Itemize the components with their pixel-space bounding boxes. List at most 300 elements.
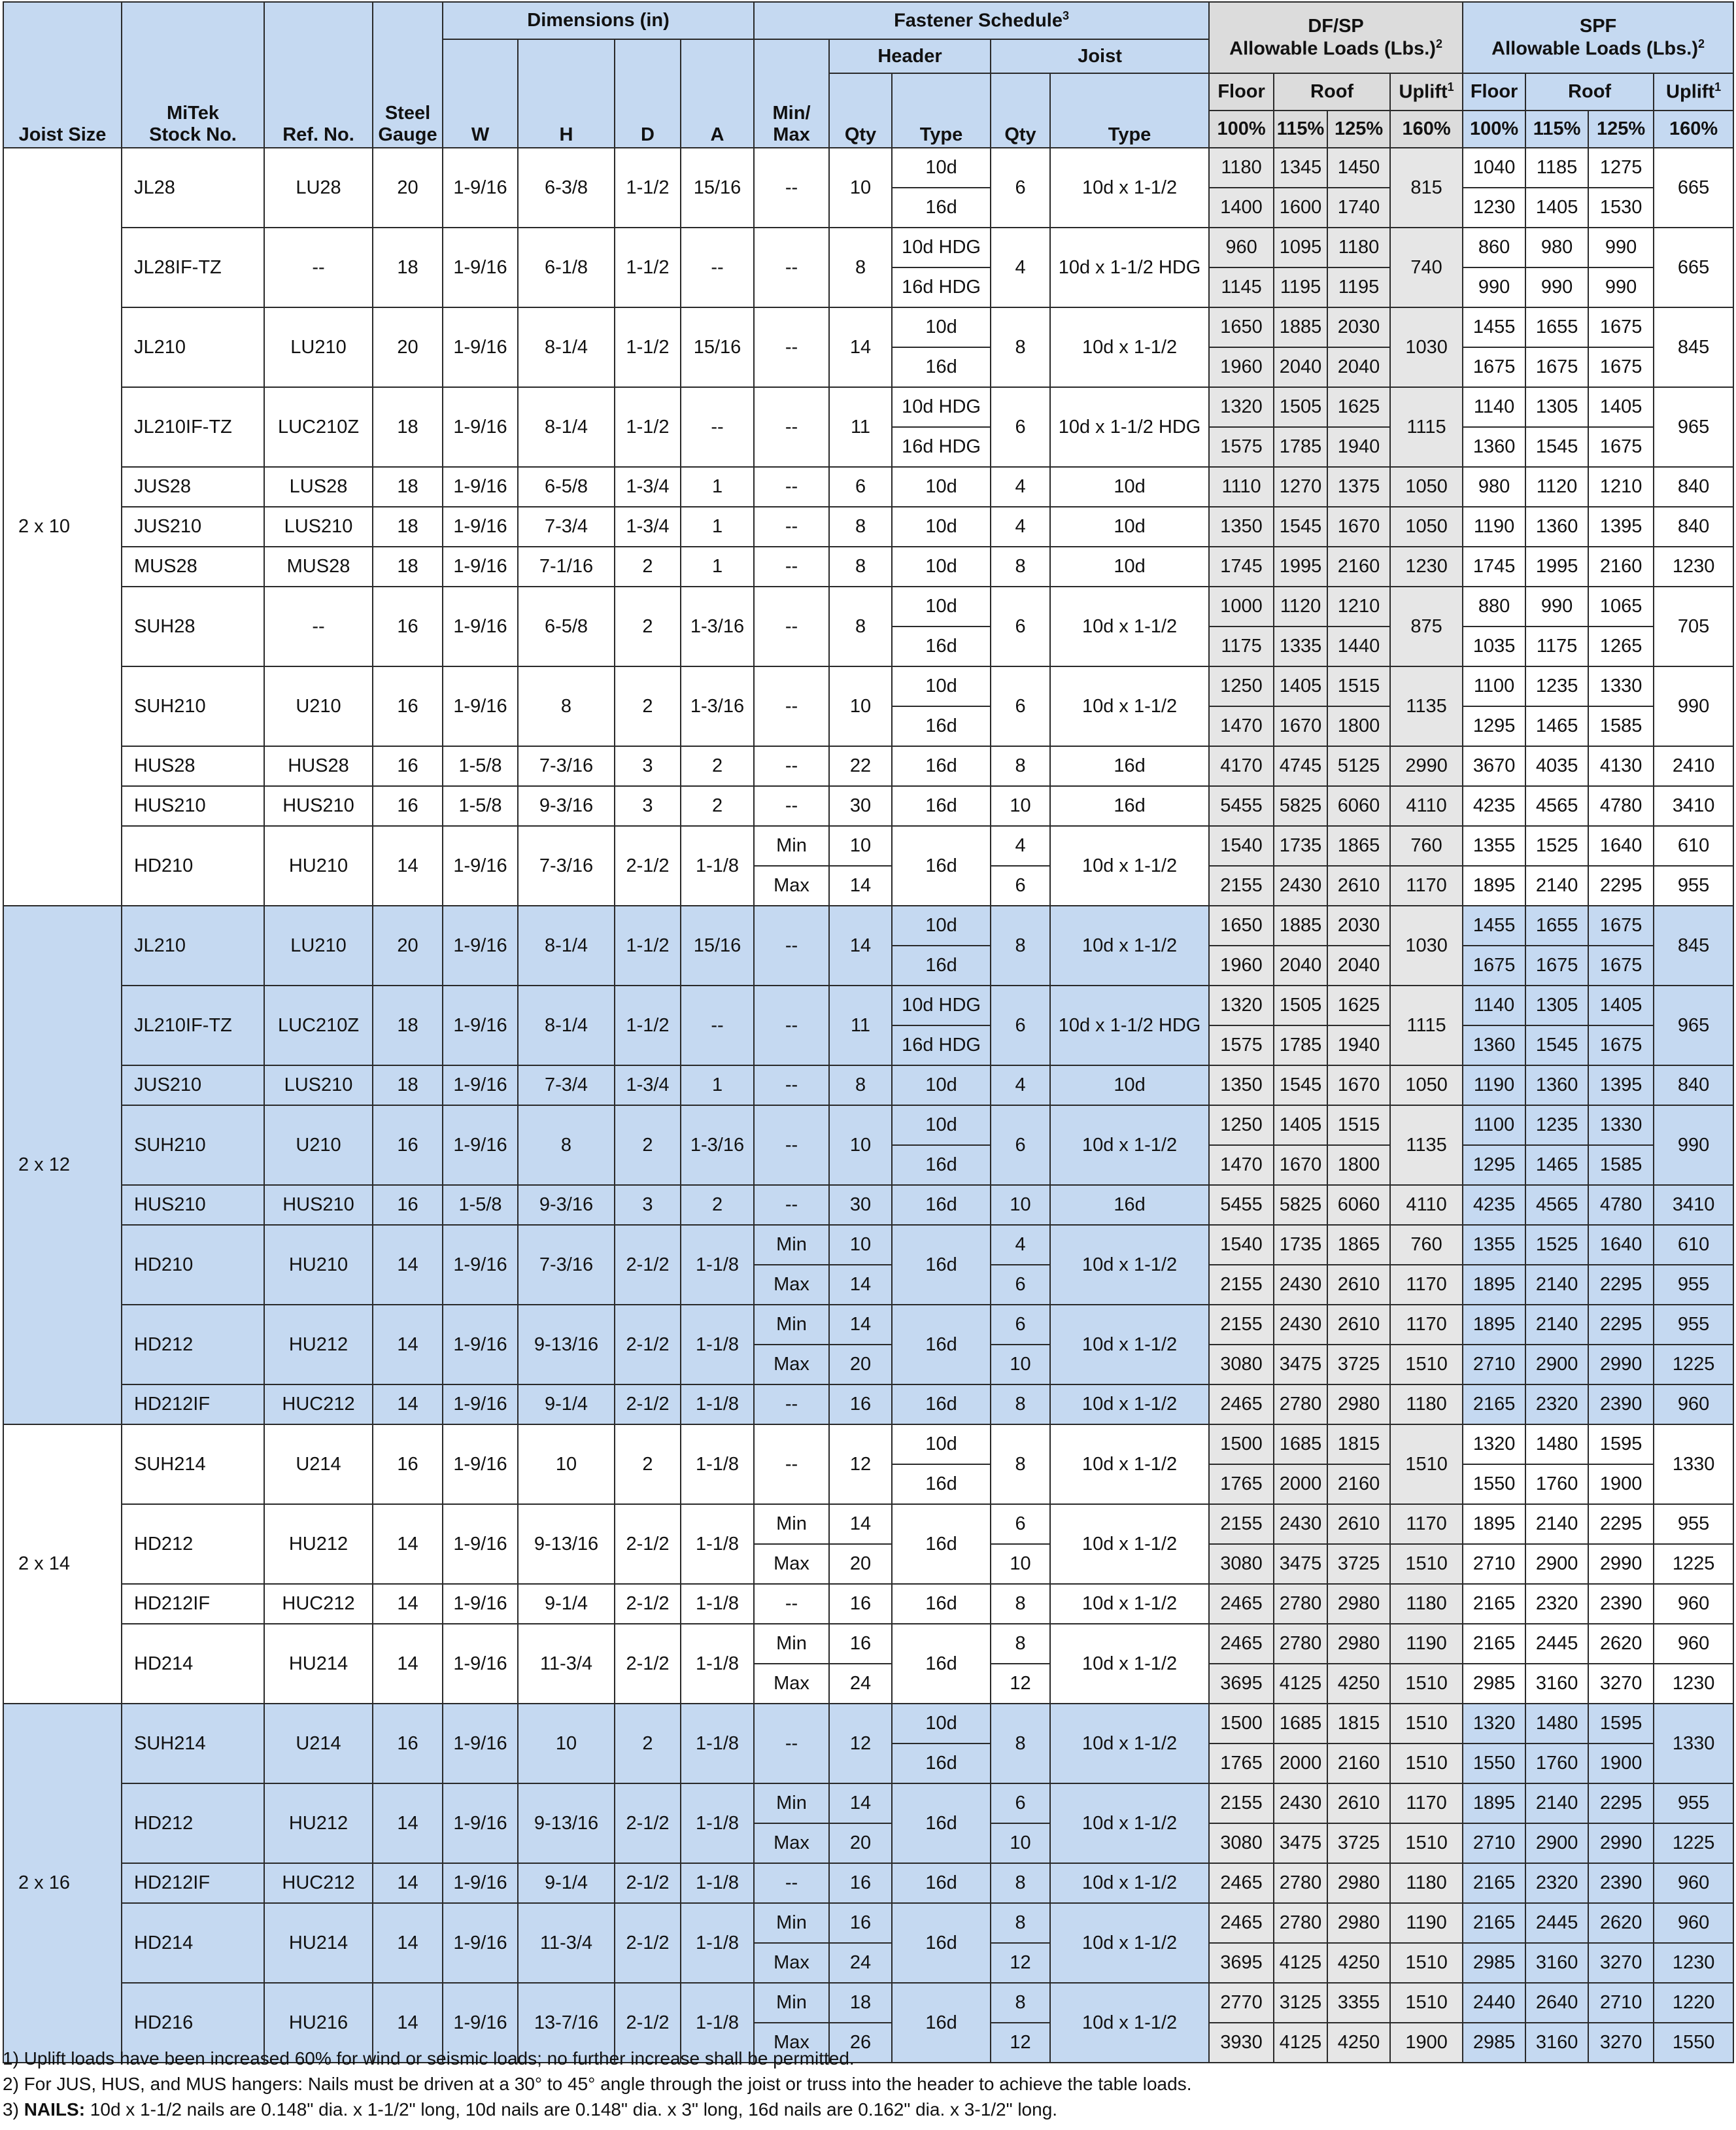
cell-df_r115: 2780: [1274, 1903, 1327, 1943]
cell-df_r115: 1120: [1274, 587, 1327, 627]
cell-w: 1-5/8: [443, 786, 518, 826]
cell-spf_r125: 1900: [1588, 1744, 1654, 1783]
cell-df_r115: 1505: [1274, 387, 1327, 427]
cell-a: 1-1/8: [681, 1584, 754, 1624]
cell-jqty: 12: [991, 1943, 1050, 1983]
cell-a: 1-1/8: [681, 826, 754, 906]
cell-spf_floor: 2165: [1463, 1584, 1525, 1624]
cell-df_r115: 4125: [1274, 1943, 1327, 1983]
cell-df_r125: 1195: [1327, 267, 1390, 307]
cell-d: 1-1/2: [615, 148, 681, 228]
cell-spf_floor: 1190: [1463, 507, 1525, 547]
cell-jqty: 4: [991, 1225, 1050, 1265]
cell-minmax: --: [754, 148, 829, 228]
cell-stock: JL28IF-TZ: [122, 228, 264, 307]
joist-size-cell: 2 x 14: [3, 1424, 122, 1704]
cell-a: 1: [681, 467, 754, 507]
cell-df_r115: 1995: [1274, 547, 1327, 587]
cell-df_r125: 1515: [1327, 1105, 1390, 1145]
table-row: [3, 1983, 1733, 2023]
cell-h: 7-3/16: [518, 746, 615, 786]
cell-spf_floor: 1360: [1463, 427, 1525, 467]
cell-h: 9-1/4: [518, 1384, 615, 1424]
cell-a: 1: [681, 1065, 754, 1105]
cell-hqty: 16: [829, 1584, 892, 1624]
cell-df_floor: 1540: [1209, 826, 1274, 866]
cell-spf_floor: 2165: [1463, 1624, 1525, 1664]
cell-df_up: 1180: [1390, 1384, 1463, 1424]
cell-stock: SUH210: [122, 1105, 264, 1185]
cell-w: 1-9/16: [443, 906, 518, 986]
cell-ref: HU212: [264, 1504, 373, 1584]
cell-spf_floor: 1320: [1463, 1704, 1525, 1744]
cell-df_up: 2990: [1390, 746, 1463, 786]
cell-jtype: 10d: [1050, 547, 1209, 587]
cell-a: 1: [681, 507, 754, 547]
cell-df_r125: 2980: [1327, 1624, 1390, 1664]
cell-df_r115: 2000: [1274, 1744, 1327, 1783]
col-dim-h: H: [518, 39, 615, 148]
cell-spf_up: 955: [1654, 1265, 1733, 1305]
cell-spf_r115: 2320: [1525, 1584, 1588, 1624]
cell-spf_up: 955: [1654, 1305, 1733, 1345]
cell-htype: 16d HDG: [892, 427, 991, 467]
cell-spf_up: 610: [1654, 1225, 1733, 1265]
cell-spf_r115: 1545: [1525, 427, 1588, 467]
cell-df_floor: 2155: [1209, 1305, 1274, 1345]
cell-hqty: 18: [829, 1983, 892, 2023]
cell-hqty: 30: [829, 1185, 892, 1225]
cell-d: 3: [615, 786, 681, 826]
cell-spf_floor: 1355: [1463, 1225, 1525, 1265]
cell-hqty: 16: [829, 1624, 892, 1664]
cell-hqty: 16: [829, 1903, 892, 1943]
cell-df_up: 1170: [1390, 866, 1463, 906]
cell-jqty: 4: [991, 826, 1050, 866]
cell-w: 1-9/16: [443, 1504, 518, 1584]
cell-spf_up: 990: [1654, 1105, 1733, 1185]
cell-spf_floor: 1140: [1463, 986, 1525, 1025]
cell-df_floor: 1350: [1209, 1065, 1274, 1105]
cell-spf_up: 960: [1654, 1584, 1733, 1624]
cell-ref: --: [264, 587, 373, 666]
cell-ref: --: [264, 228, 373, 307]
cell-a: 15/16: [681, 906, 754, 986]
cell-df_floor: 2465: [1209, 1903, 1274, 1943]
cell-stock: JL210: [122, 906, 264, 986]
cell-ref: LUC210Z: [264, 387, 373, 467]
cell-df_r115: 2780: [1274, 1624, 1327, 1664]
cell-stock: SUH28: [122, 587, 264, 666]
cell-df_r115: 1735: [1274, 1225, 1327, 1265]
cell-a: 1-1/8: [681, 1863, 754, 1903]
cell-minmax: Min: [754, 1305, 829, 1345]
cell-d: 2-1/2: [615, 1225, 681, 1305]
cell-spf_r115: 3160: [1525, 2023, 1588, 2063]
cell-df_r125: 3355: [1327, 1983, 1390, 2023]
cell-spf_floor: 4235: [1463, 1185, 1525, 1225]
cell-a: 1-1/8: [681, 1903, 754, 1983]
table-row: [3, 148, 1733, 188]
cell-spf_r125: 2295: [1588, 866, 1654, 906]
cell-df_r115: 2430: [1274, 1783, 1327, 1823]
cell-spf_r115: 3160: [1525, 1943, 1588, 1983]
cell-spf_up: 1225: [1654, 1823, 1733, 1863]
cell-h: 11-3/4: [518, 1624, 615, 1704]
cell-a: 1: [681, 547, 754, 587]
cell-h: 8-1/4: [518, 387, 615, 467]
cell-stock: HD212: [122, 1504, 264, 1584]
cell-df_up: 1050: [1390, 507, 1463, 547]
hanger-load-table-wrapper: [3, 1, 1733, 2063]
cell-df_r125: 1865: [1327, 1225, 1390, 1265]
cell-df_r115: 2430: [1274, 866, 1327, 906]
cell-stock: HD212IF: [122, 1384, 264, 1424]
cell-stock: MUS28: [122, 547, 264, 587]
table-row: [3, 746, 1733, 786]
cell-ref: LUS210: [264, 507, 373, 547]
footnote-3: 3) NAILS: 10d x 1-1/2 nails are 0.148" dia. x 1-1/2" long, 10d nails are 0.148" dia. x 3" long, 16d nails are 0.162" dia. x 3-1/2" long.: [3, 2099, 1058, 2120]
cell-gauge: 18: [373, 467, 443, 507]
col-dim-d: D: [615, 39, 681, 148]
cell-df_r115: 3475: [1274, 1823, 1327, 1863]
col-ref-no: Ref. No.: [264, 2, 373, 148]
cell-df_r125: 1375: [1327, 467, 1390, 507]
cell-ref: LU210: [264, 906, 373, 986]
cell-hqty: 8: [829, 1065, 892, 1105]
cell-spf_floor: 2710: [1463, 1544, 1525, 1584]
cell-df_floor: 3695: [1209, 1664, 1274, 1704]
cell-spf_r115: 1235: [1525, 666, 1588, 706]
cell-stock: HD214: [122, 1624, 264, 1704]
cell-htype: 16d: [892, 1464, 991, 1504]
cell-df_up: 1190: [1390, 1624, 1463, 1664]
cell-minmax: --: [754, 547, 829, 587]
cell-d: 3: [615, 746, 681, 786]
cell-spf_r125: 2295: [1588, 1265, 1654, 1305]
cell-spf_r115: 2140: [1525, 1305, 1588, 1345]
col-joist-type: Type: [1050, 73, 1209, 148]
joist-size-cell: 2 x 12: [3, 906, 122, 1424]
table-row: [3, 786, 1733, 826]
cell-df_up: 1510: [1390, 1744, 1463, 1783]
cell-df_up: 815: [1390, 148, 1463, 228]
cell-minmax: --: [754, 228, 829, 307]
cell-h: 8: [518, 1105, 615, 1185]
cell-h: 6-1/8: [518, 228, 615, 307]
cell-jtype: 16d: [1050, 786, 1209, 826]
table-row: [3, 1065, 1733, 1105]
cell-df_r125: 1440: [1327, 627, 1390, 666]
cell-spf_up: 960: [1654, 1624, 1733, 1664]
col-spf-floor: Floor: [1463, 73, 1525, 111]
cell-hqty: 30: [829, 786, 892, 826]
cell-spf_floor: 1675: [1463, 347, 1525, 387]
cell-spf_up: 1330: [1654, 1424, 1733, 1504]
cell-h: 6-5/8: [518, 587, 615, 666]
cell-w: 1-9/16: [443, 148, 518, 228]
cell-htype: 16d: [892, 627, 991, 666]
cell-spf_r125: 2160: [1588, 547, 1654, 587]
cell-spf_floor: 1360: [1463, 1025, 1525, 1065]
cell-spf_up: 1230: [1654, 1664, 1733, 1704]
cell-hqty: 14: [829, 866, 892, 906]
cell-spf_r115: 2445: [1525, 1624, 1588, 1664]
table-row: [3, 387, 1733, 427]
cell-stock: JUS210: [122, 507, 264, 547]
cell-df_r115: 1335: [1274, 627, 1327, 666]
cell-df_floor: 1650: [1209, 906, 1274, 946]
cell-minmax: Max: [754, 1345, 829, 1384]
cell-spf_r125: 1640: [1588, 1225, 1654, 1265]
col-min-max: Min/ Max: [754, 39, 829, 148]
cell-hqty: 8: [829, 587, 892, 666]
cell-gauge: 14: [373, 826, 443, 906]
cell-df_r125: 1815: [1327, 1424, 1390, 1464]
cell-a: 15/16: [681, 307, 754, 387]
cell-d: 2: [615, 1704, 681, 1783]
cell-hqty: 14: [829, 1305, 892, 1345]
cell-jqty: 8: [991, 906, 1050, 986]
cell-spf_r125: 2390: [1588, 1584, 1654, 1624]
col-spf-115: 115%: [1525, 111, 1588, 148]
table-row: [3, 507, 1733, 547]
cell-d: 1-1/2: [615, 906, 681, 986]
cell-hqty: 12: [829, 1424, 892, 1504]
cell-stock: HD212: [122, 1783, 264, 1863]
cell-spf_r115: 1465: [1525, 706, 1588, 746]
cell-hqty: 11: [829, 986, 892, 1065]
cell-h: 8-1/4: [518, 906, 615, 986]
cell-gauge: 14: [373, 1504, 443, 1584]
cell-df_floor: 2155: [1209, 1504, 1274, 1544]
cell-jtype: 10d x 1-1/2 HDG: [1050, 228, 1209, 307]
cell-spf_r115: 1525: [1525, 826, 1588, 866]
cell-ref: MUS28: [264, 547, 373, 587]
cell-minmax: --: [754, 666, 829, 746]
cell-df_r125: 3725: [1327, 1544, 1390, 1584]
cell-ref: LU210: [264, 307, 373, 387]
cell-spf_up: 965: [1654, 986, 1733, 1065]
cell-df_floor: 1180: [1209, 148, 1274, 188]
cell-df_up: 1115: [1390, 986, 1463, 1065]
cell-spf_floor: 2710: [1463, 1823, 1525, 1863]
cell-spf_r125: 2295: [1588, 1783, 1654, 1823]
cell-spf_r125: 4130: [1588, 746, 1654, 786]
cell-spf_floor: 880: [1463, 587, 1525, 627]
cell-w: 1-9/16: [443, 1863, 518, 1903]
cell-ref: U210: [264, 1105, 373, 1185]
cell-df_r115: 4125: [1274, 1664, 1327, 1704]
cell-h: 8-1/4: [518, 986, 615, 1065]
cell-w: 1-9/16: [443, 1305, 518, 1384]
cell-jtype: 16d: [1050, 746, 1209, 786]
cell-spf_floor: 1895: [1463, 1783, 1525, 1823]
cell-a: 1-1/8: [681, 1704, 754, 1783]
cell-htype: 16d: [892, 1584, 991, 1624]
col-dfsp-uplift: Uplift$^1$: [1390, 73, 1463, 111]
cell-df_floor: 3695: [1209, 1943, 1274, 1983]
cell-df_r125: 1515: [1327, 666, 1390, 706]
cell-stock: JL28: [122, 148, 264, 228]
cell-ref: HU214: [264, 1624, 373, 1704]
cell-gauge: 14: [373, 1903, 443, 1983]
cell-gauge: 14: [373, 1384, 443, 1424]
cell-spf_r115: 990: [1525, 267, 1588, 307]
cell-h: 7-1/16: [518, 547, 615, 587]
cell-df_floor: 1400: [1209, 188, 1274, 228]
cell-a: 1-3/16: [681, 587, 754, 666]
cell-spf_up: 1220: [1654, 1983, 1733, 2023]
cell-df_r115: 1545: [1274, 1065, 1327, 1105]
cell-jtype: 10d x 1-1/2 HDG: [1050, 387, 1209, 467]
cell-jtype: 10d x 1-1/2: [1050, 1504, 1209, 1584]
cell-df_up: 1050: [1390, 467, 1463, 507]
cell-d: 1-1/2: [615, 307, 681, 387]
cell-jtype: 10d x 1-1/2: [1050, 1584, 1209, 1624]
cell-gauge: 18: [373, 547, 443, 587]
cell-stock: SUH214: [122, 1704, 264, 1783]
cell-df_r115: 1785: [1274, 427, 1327, 467]
cell-jtype: 10d x 1-1/2: [1050, 587, 1209, 666]
cell-hqty: 14: [829, 1504, 892, 1544]
cell-spf_r125: 1275: [1588, 148, 1654, 188]
cell-jtype: 10d: [1050, 507, 1209, 547]
cell-htype: 10d: [892, 906, 991, 946]
cell-spf_r125: 1330: [1588, 1105, 1654, 1145]
cell-w: 1-9/16: [443, 307, 518, 387]
cell-gauge: 18: [373, 1065, 443, 1105]
cell-spf_up: 990: [1654, 666, 1733, 746]
cell-jtype: 10d x 1-1/2 HDG: [1050, 986, 1209, 1065]
cell-h: 9-13/16: [518, 1783, 615, 1863]
cell-df_up: 1510: [1390, 1345, 1463, 1384]
col-dim-w: W: [443, 39, 518, 148]
cell-minmax: Min: [754, 826, 829, 866]
cell-w: 1-9/16: [443, 507, 518, 547]
cell-jtype: 10d x 1-1/2: [1050, 1863, 1209, 1903]
cell-hqty: 10: [829, 1105, 892, 1185]
cell-spf_r125: 2990: [1588, 1823, 1654, 1863]
cell-spf_floor: 3670: [1463, 746, 1525, 786]
cell-jtype: 10d x 1-1/2: [1050, 1983, 1209, 2063]
table-row: [3, 1305, 1733, 1345]
cell-gauge: 20: [373, 906, 443, 986]
cell-spf_floor: 1140: [1463, 387, 1525, 427]
cell-hqty: 8: [829, 547, 892, 587]
cell-df_up: 1510: [1390, 1424, 1463, 1504]
cell-htype: 16d: [892, 188, 991, 228]
cell-jtype: 16d: [1050, 1185, 1209, 1225]
cell-spf_r115: 1760: [1525, 1744, 1588, 1783]
cell-spf_r115: 2320: [1525, 1384, 1588, 1424]
cell-df_floor: 1470: [1209, 1145, 1274, 1185]
cell-ref: LUC210Z: [264, 986, 373, 1065]
cell-minmax: --: [754, 986, 829, 1065]
cell-df_floor: 1250: [1209, 1105, 1274, 1145]
cell-jtype: 10d x 1-1/2: [1050, 1384, 1209, 1424]
cell-stock: HD216: [122, 1983, 264, 2063]
cell-spf_up: 845: [1654, 906, 1733, 986]
cell-df_r115: 3475: [1274, 1544, 1327, 1584]
cell-minmax: --: [754, 1065, 829, 1105]
cell-df_r115: 5825: [1274, 786, 1327, 826]
cell-df_floor: 1500: [1209, 1424, 1274, 1464]
cell-spf_up: 955: [1654, 866, 1733, 906]
cell-df_r115: 1785: [1274, 1025, 1327, 1065]
cell-spf_up: 705: [1654, 587, 1733, 666]
cell-df_up: 1180: [1390, 1863, 1463, 1903]
cell-jqty: 6: [991, 148, 1050, 228]
cell-d: 1-1/2: [615, 387, 681, 467]
cell-jqty: 8: [991, 1584, 1050, 1624]
cell-df_r125: 6060: [1327, 1185, 1390, 1225]
cell-jtype: 10d x 1-1/2: [1050, 148, 1209, 228]
cell-htype: 16d: [892, 1145, 991, 1185]
cell-spf_floor: 2985: [1463, 2023, 1525, 2063]
cell-htype: 16d: [892, 786, 991, 826]
cell-df_r125: 4250: [1327, 1943, 1390, 1983]
cell-hqty: 14: [829, 1265, 892, 1305]
cell-spf_up: 1230: [1654, 1943, 1733, 1983]
cell-minmax: Max: [754, 1823, 829, 1863]
cell-df_r115: 1685: [1274, 1704, 1327, 1744]
joist-size-cell: 2 x 16: [3, 1704, 122, 2063]
cell-gauge: 16: [373, 587, 443, 666]
cell-minmax: Min: [754, 1624, 829, 1664]
cell-htype: 16d: [892, 706, 991, 746]
cell-spf_r115: 2640: [1525, 1983, 1588, 2023]
cell-df_r125: 3725: [1327, 1823, 1390, 1863]
cell-spf_r125: 3270: [1588, 1664, 1654, 1704]
cell-hqty: 24: [829, 1664, 892, 1704]
col-stock-no: MiTek Stock No.: [122, 2, 264, 148]
cell-spf_r125: 1395: [1588, 1065, 1654, 1105]
cell-df_r125: 2040: [1327, 347, 1390, 387]
cell-jtype: 10d x 1-1/2: [1050, 906, 1209, 986]
cell-ref: HUC212: [264, 1584, 373, 1624]
cell-jqty: 6: [991, 1265, 1050, 1305]
cell-jqty: 12: [991, 1664, 1050, 1704]
cell-h: 9-13/16: [518, 1305, 615, 1384]
cell-minmax: --: [754, 906, 829, 986]
cell-spf_floor: 1230: [1463, 188, 1525, 228]
col-joist-qty: Qty: [991, 73, 1050, 148]
cell-df_r115: 3125: [1274, 1983, 1327, 2023]
footnote-2: 2) For JUS, HUS, and MUS hangers: Nails must be driven at a 30° to 45° angle through the joist or truss into the header to achieve the table loads.: [3, 2074, 1192, 2094]
cell-d: 1-1/2: [615, 986, 681, 1065]
cell-df_r125: 1670: [1327, 507, 1390, 547]
cell-ref: HUS210: [264, 786, 373, 826]
cell-jtype: 10d x 1-1/2: [1050, 1105, 1209, 1185]
cell-df_r115: 4745: [1274, 746, 1327, 786]
table-body: [3, 148, 1733, 2063]
cell-df_r125: 1865: [1327, 826, 1390, 866]
cell-htype: 16d: [892, 1384, 991, 1424]
cell-d: 2-1/2: [615, 1783, 681, 1863]
cell-spf_r115: 1995: [1525, 547, 1588, 587]
cell-df_up: 4110: [1390, 786, 1463, 826]
cell-minmax: Min: [754, 1783, 829, 1823]
cell-jtype: 10d x 1-1/2: [1050, 1225, 1209, 1305]
cell-spf_up: 955: [1654, 1783, 1733, 1823]
cell-df_r125: 1800: [1327, 1145, 1390, 1185]
cell-jqty: 8: [991, 1424, 1050, 1504]
cell-spf_up: 3410: [1654, 786, 1733, 826]
cell-stock: SUH214: [122, 1424, 264, 1504]
cell-ref: U210: [264, 666, 373, 746]
cell-df_r125: 4250: [1327, 1664, 1390, 1704]
